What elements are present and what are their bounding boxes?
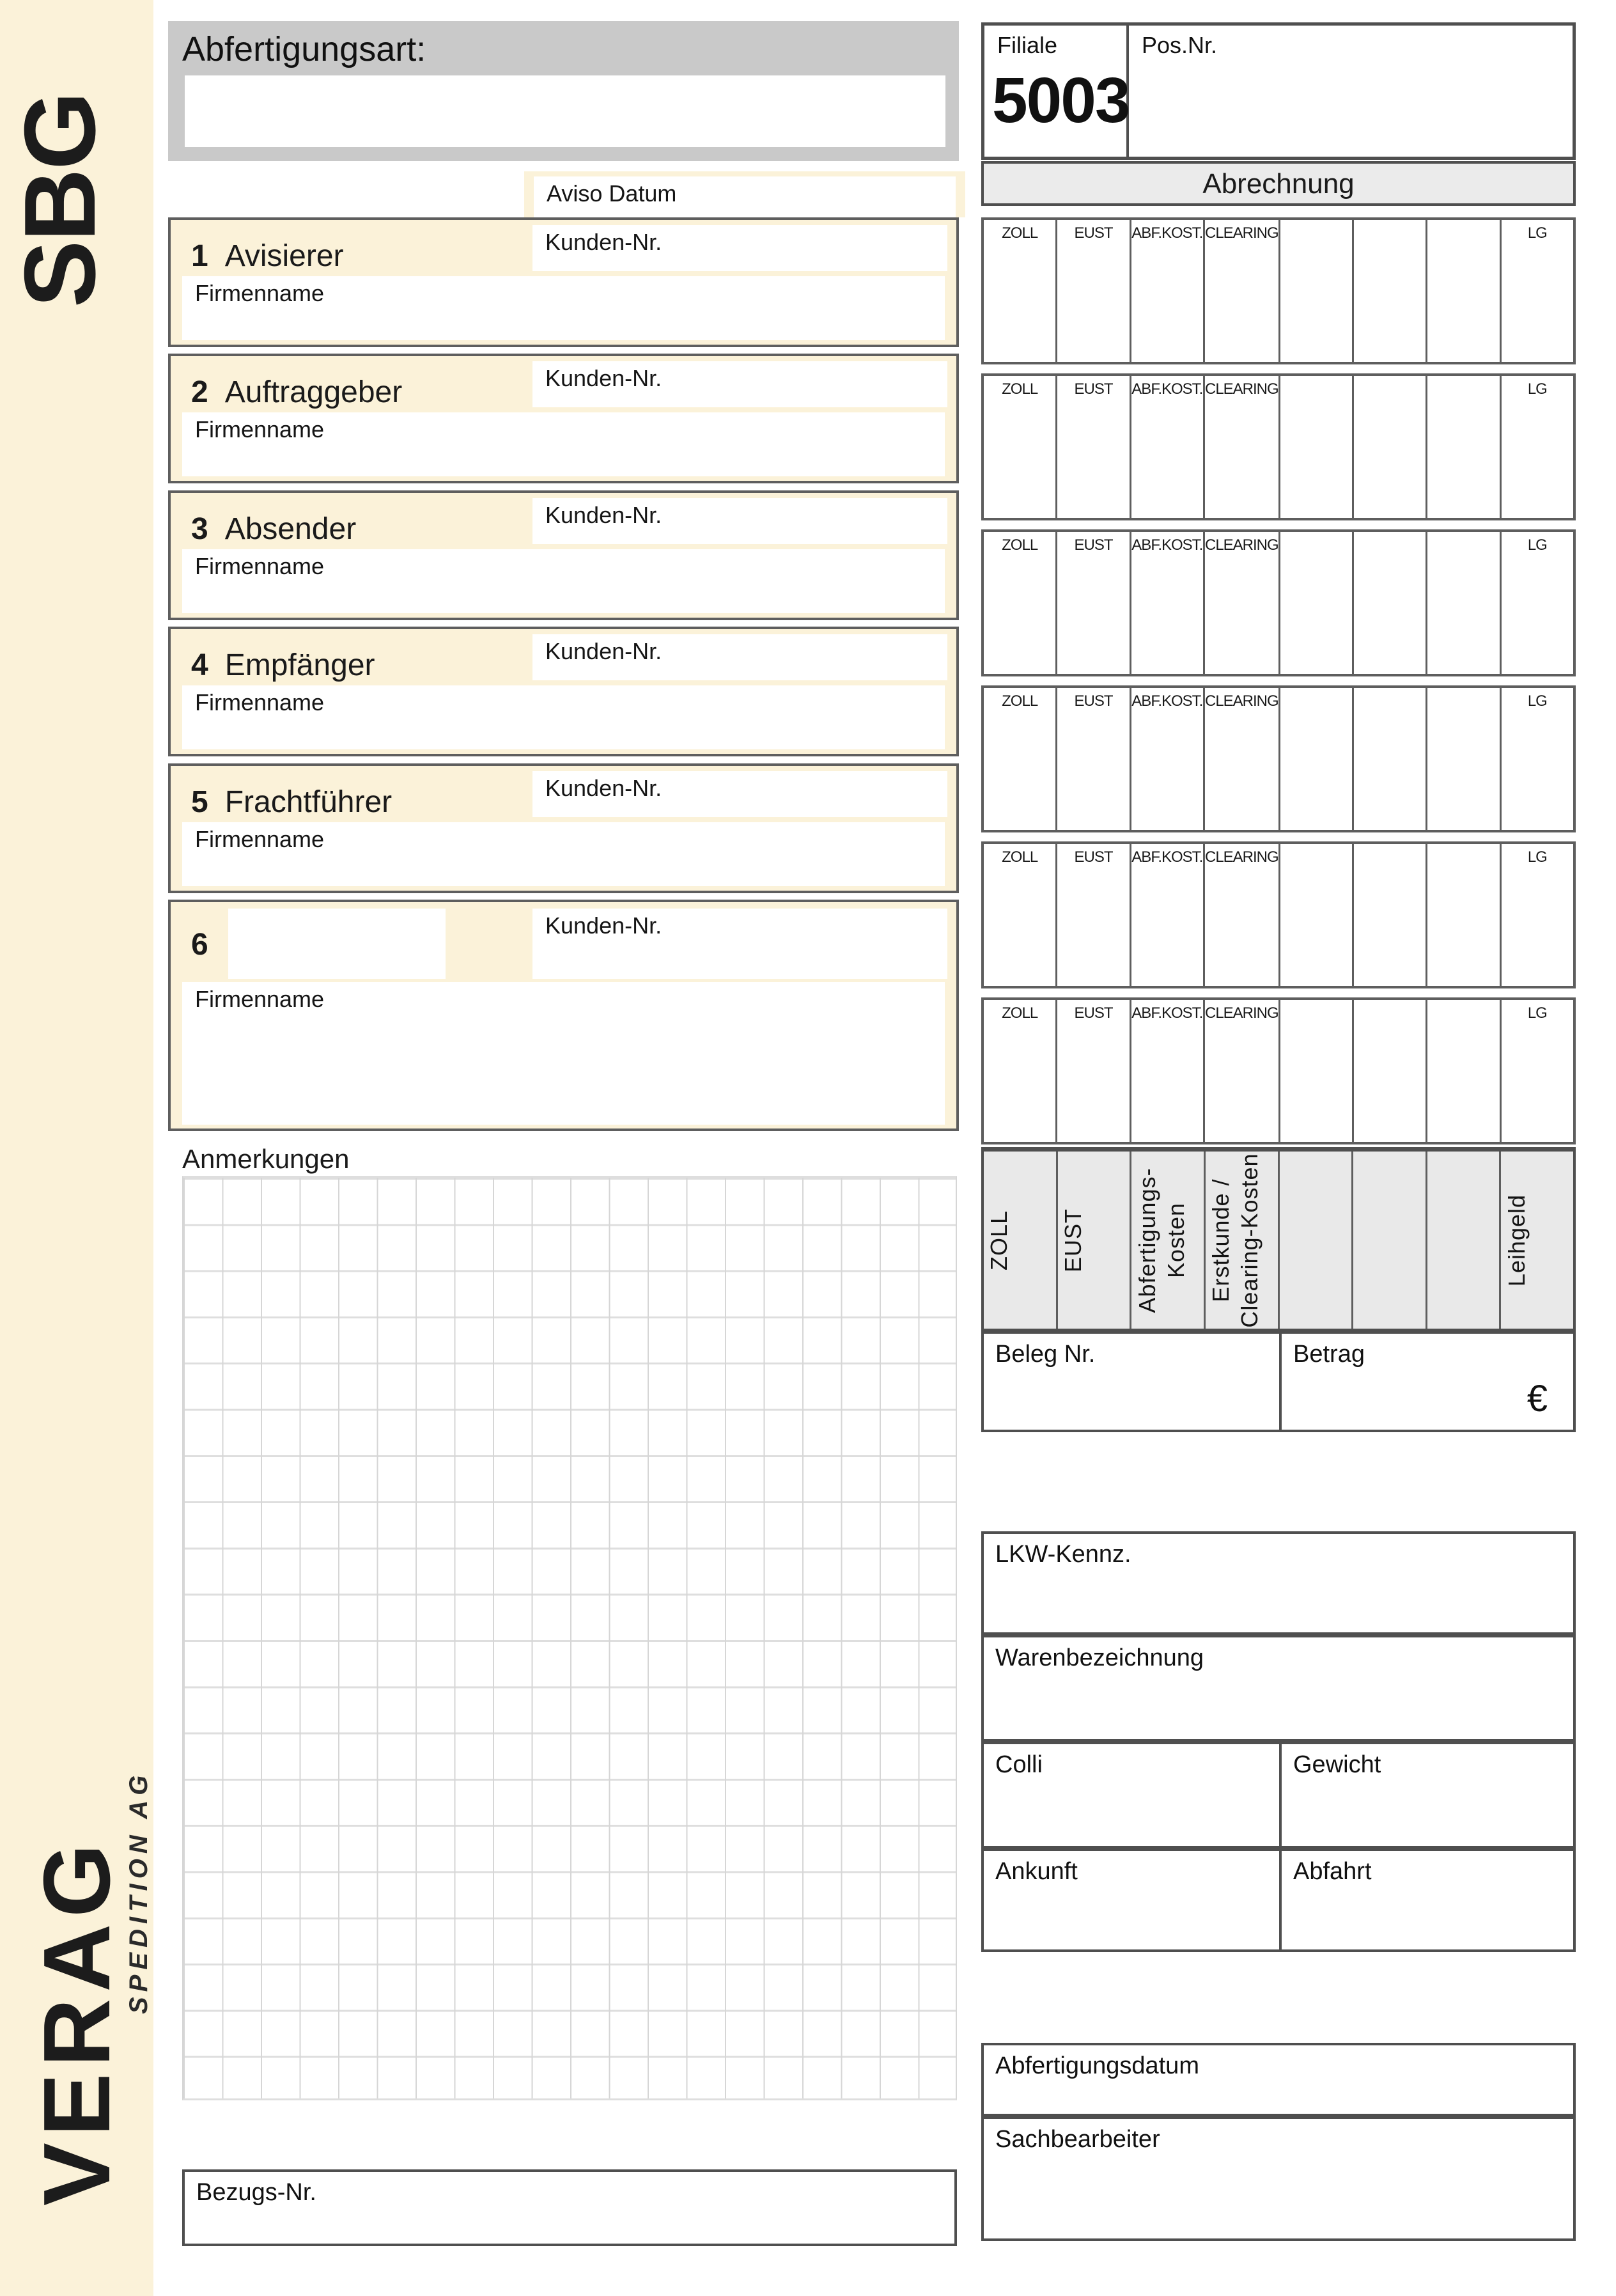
col-empty-3 <box>1427 844 1501 986</box>
footer-cell-empty-2 <box>1353 1152 1427 1329</box>
abfertigungsdatum-input[interactable] <box>981 2043 1576 2116</box>
section-2-firmenname-input[interactable]: Firmenname <box>182 412 945 476</box>
col-empty-1 <box>1280 688 1354 830</box>
sbg-logo: SBG <box>4 92 116 308</box>
betrag-label: Betrag <box>1293 1341 1365 1368</box>
warenbezeichnung-input[interactable] <box>981 1635 1576 1742</box>
section-2-title: 2 Auftraggeber <box>191 375 403 409</box>
rotated-label-clearingkosten: Erstkunde / Clearing-Kosten <box>1208 1152 1263 1328</box>
col-abfkost: ABF.KOST. <box>1131 844 1205 986</box>
section-6-kundennr-input[interactable]: Kunden-Nr. <box>532 909 947 979</box>
col-empty-3 <box>1427 220 1501 362</box>
col-empty-1 <box>1280 844 1354 986</box>
bezugs-nr-input[interactable] <box>182 2169 957 2246</box>
col-lg: LG <box>1527 1004 1547 1022</box>
section-5-title: 5 Frachtführer <box>191 785 392 819</box>
section-6-title <box>191 928 225 962</box>
bezugs-nr-label: Bezugs-Nr. <box>196 2179 316 2206</box>
col-abfkost: ABF.KOST. <box>1131 688 1205 830</box>
section-3-number: 3 <box>191 512 208 546</box>
footer-cell-empty-3 <box>1427 1152 1502 1329</box>
col-empty-2 <box>1354 1000 1427 1142</box>
anmerkungen-label: Anmerkungen <box>182 1144 350 1174</box>
col-zoll: ZOLL <box>984 688 1057 830</box>
col-empty-2 <box>1354 376 1427 518</box>
sachbearbeiter-input[interactable] <box>981 2116 1576 2241</box>
col-abfkost: ABF.KOST. <box>1131 532 1205 674</box>
betrag-input[interactable] <box>1282 1334 1573 1430</box>
colli-label: Colli <box>995 1751 1043 1778</box>
rotated-label-zoll: ZOLL <box>986 1210 1013 1270</box>
footer-cell-empty-1 <box>1280 1152 1354 1329</box>
col-eust: EUST <box>1057 532 1131 674</box>
abrechnung-header <box>981 161 1576 206</box>
beleg-nr-input[interactable] <box>984 1334 1282 1430</box>
col-empty-1 <box>1280 532 1354 674</box>
col-clearing: CLEARING <box>1205 1000 1280 1142</box>
footer-cell-abfertigungskosten <box>1131 1152 1206 1329</box>
rotated-label-abfertigungskosten: Abfertigungs- Kosten <box>1133 1167 1189 1313</box>
filiale-posnr-box <box>981 22 1576 160</box>
section-4-empfaenger <box>168 627 959 756</box>
aviso-datum-label: Aviso Datum <box>547 180 677 207</box>
verag-logo-text: VERAG <box>24 1837 130 2206</box>
abrechnung-row-3[interactable] <box>981 529 1576 676</box>
abrechnung-row-6[interactable] <box>981 997 1576 1144</box>
lkw-kennz-input[interactable] <box>981 1531 1576 1635</box>
abfertigungsart-panel <box>168 21 959 161</box>
section-4-number: 4 <box>191 648 208 682</box>
section-3-kundennr-input[interactable]: Kunden-Nr. <box>532 498 947 544</box>
footer-cell-leihgeld <box>1501 1152 1573 1329</box>
section-3-firmenname-input[interactable]: Firmenname <box>182 549 945 613</box>
gewicht-input[interactable] <box>1282 1744 1573 1846</box>
col-clearing: CLEARING <box>1205 532 1280 674</box>
col-zoll: ZOLL <box>984 376 1057 518</box>
col-eust: EUST <box>1057 688 1131 830</box>
section-1-firmenname-input[interactable]: Firmenname <box>182 276 945 340</box>
verag-logo-subtext: SPEDITION AG <box>125 1770 153 2014</box>
filiale-cell <box>984 26 1129 157</box>
section-5-kundennr-input[interactable]: Kunden-Nr. <box>532 771 947 817</box>
col-eust: EUST <box>1057 376 1131 518</box>
section-3-title: 3 Absender <box>191 512 357 546</box>
sachbearbeiter-label: Sachbearbeiter <box>995 2126 1160 2153</box>
col-abfkost: ABF.KOST. <box>1131 220 1205 362</box>
section-1-number: 1 <box>191 239 208 273</box>
abrechnung-row-2[interactable] <box>981 373 1576 520</box>
section-1-kundennr-input[interactable]: Kunden-Nr. <box>532 225 947 271</box>
aviso-datum-area <box>524 171 965 217</box>
footer-cell-eust <box>1058 1152 1132 1329</box>
ankunft-input[interactable] <box>984 1851 1282 1949</box>
abfahrt-input[interactable] <box>1282 1851 1573 1949</box>
section-1-title: 1 Avisierer <box>191 239 344 273</box>
col-clearing: CLEARING <box>1205 376 1280 518</box>
section-5-number: 5 <box>191 785 208 819</box>
section-5-frachtfuehrer <box>168 763 959 893</box>
col-empty-1 <box>1280 376 1354 518</box>
col-lg: LG <box>1527 224 1547 242</box>
col-empty-2 <box>1354 844 1427 986</box>
section-4-kundennr-input[interactable]: Kunden-Nr. <box>532 634 947 680</box>
col-eust: EUST <box>1057 220 1131 362</box>
col-clearing: CLEARING <box>1205 220 1280 362</box>
col-empty-3 <box>1427 532 1501 674</box>
col-lg: LG <box>1527 848 1547 866</box>
col-abfkost: ABF.KOST. <box>1131 1000 1205 1142</box>
col-zoll: ZOLL <box>984 844 1057 986</box>
section-2-number: 2 <box>191 375 208 409</box>
col-empty-3 <box>1427 688 1501 830</box>
footer-cell-clearingkosten <box>1206 1152 1280 1329</box>
col-zoll: ZOLL <box>984 220 1057 362</box>
section-5-firmenname-input[interactable]: Firmenname <box>182 822 945 886</box>
anmerkungen-grid[interactable] <box>182 1176 957 2100</box>
abrechnung-title: Abrechnung <box>1202 168 1355 199</box>
section-6-role-input[interactable] <box>228 909 446 979</box>
section-1-avisierer <box>168 217 959 347</box>
rotated-label-eust: EUST <box>1059 1208 1086 1272</box>
posnr-input[interactable] <box>1129 26 1573 157</box>
abrechnung-row-1[interactable] <box>981 217 1576 364</box>
aviso-datum-input[interactable] <box>534 176 956 217</box>
beleg-betrag-row <box>981 1331 1576 1432</box>
posnr-label: Pos.Nr. <box>1142 32 1218 58</box>
abrechnung-row-5[interactable] <box>981 841 1576 988</box>
section-6-number: 6 <box>191 928 208 962</box>
section-2-auftraggeber <box>168 354 959 483</box>
section-6 <box>168 900 959 1131</box>
abfahrt-label: Abfahrt <box>1293 1858 1372 1885</box>
col-empty-3 <box>1427 376 1501 518</box>
col-empty-2 <box>1354 532 1427 674</box>
abfertigungsart-input[interactable] <box>185 75 945 147</box>
verag-logo <box>24 1758 159 2206</box>
colli-input[interactable] <box>984 1744 1282 1846</box>
gewicht-label: Gewicht <box>1293 1751 1381 1778</box>
col-lg: LG <box>1527 692 1547 710</box>
col-empty-1 <box>1280 220 1354 362</box>
col-empty-1 <box>1280 1000 1354 1142</box>
ankunft-abfahrt-row <box>981 1848 1576 1952</box>
col-zoll: ZOLL <box>984 532 1057 674</box>
col-clearing: CLEARING <box>1205 844 1280 986</box>
footer-cell-zoll <box>984 1152 1058 1329</box>
col-eust: EUST <box>1057 1000 1131 1142</box>
sidebar <box>0 0 153 2296</box>
lkw-kennz-label: LKW-Kennz. <box>995 1541 1131 1568</box>
section-4-title: 4 Empfänger <box>191 648 375 682</box>
abrechnung-footer <box>981 1147 1576 1331</box>
filiale-value: 5003 <box>992 65 1130 136</box>
abfertigungsdatum-label: Abfertigungsdatum <box>995 2052 1199 2079</box>
section-3-absender <box>168 490 959 620</box>
ankunft-label: Ankunft <box>995 1858 1078 1885</box>
col-clearing: CLEARING <box>1205 688 1280 830</box>
euro-sign: € <box>1527 1378 1548 1419</box>
section-6-firmenname-input[interactable]: Firmenname <box>182 982 945 1125</box>
section-4-firmenname-input[interactable]: Firmenname <box>182 685 945 749</box>
beleg-nr-label: Beleg Nr. <box>995 1341 1096 1368</box>
col-lg: LG <box>1527 536 1547 554</box>
col-lg: LG <box>1527 380 1547 398</box>
col-empty-3 <box>1427 1000 1501 1142</box>
warenbezeichnung-label: Warenbezeichnung <box>995 1644 1204 1671</box>
abfertigungsart-label: Abfertigungsart: <box>182 30 426 68</box>
col-zoll: ZOLL <box>984 1000 1057 1142</box>
filiale-label: Filiale <box>997 32 1058 58</box>
section-2-kundennr-input[interactable]: Kunden-Nr. <box>532 361 947 407</box>
abrechnung-row-4[interactable] <box>981 685 1576 832</box>
rotated-label-leihgeld: Leihgeld <box>1503 1194 1530 1286</box>
col-eust: EUST <box>1057 844 1131 986</box>
col-abfkost: ABF.KOST. <box>1131 376 1205 518</box>
col-empty-2 <box>1354 688 1427 830</box>
colli-gewicht-row <box>981 1742 1576 1848</box>
col-empty-2 <box>1354 220 1427 362</box>
